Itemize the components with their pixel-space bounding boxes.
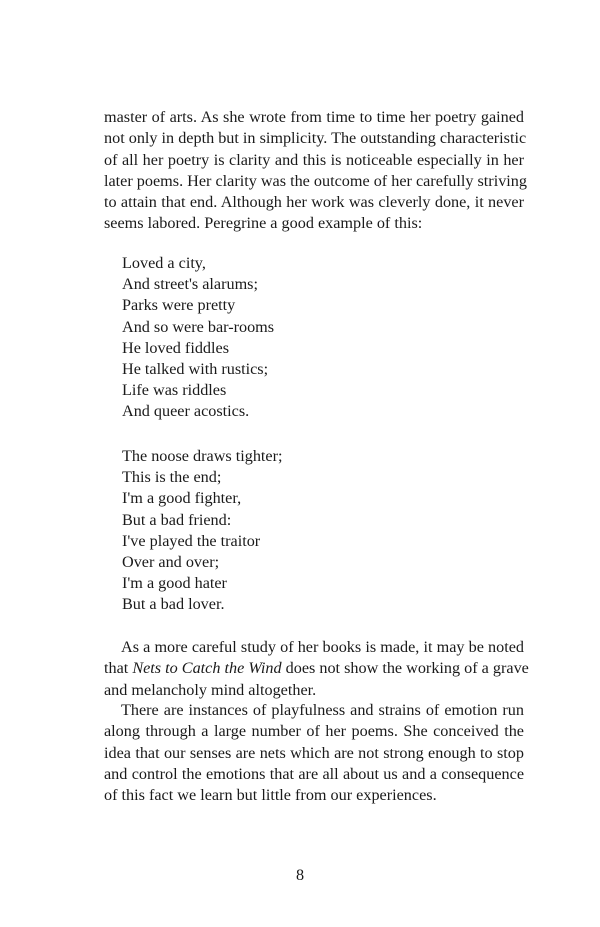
verse-line: The noose draws tighter; xyxy=(122,447,283,465)
paragraph-line: of all her poetry is clarity and this is noticeable especially in her xyxy=(104,150,524,169)
paragraph-clarity xyxy=(104,107,527,235)
paragraph-line: and melancholy mind altogether. xyxy=(104,680,317,699)
verse-line: Loved a city, xyxy=(122,254,206,272)
poem-stanza-2 xyxy=(122,446,282,616)
verse-line: He talked with rustics; xyxy=(122,360,269,379)
poem-stanza-1 xyxy=(122,253,274,423)
verse-line: Parks were pretty xyxy=(122,296,236,315)
verse-line: And queer acostics. xyxy=(122,402,250,421)
text-run: that xyxy=(104,659,133,678)
verse-line: And street's alarums; xyxy=(122,275,258,294)
page-number: 8 xyxy=(295,866,305,884)
paragraph-line: not only in depth but in simplicity. The outstanding characteristic xyxy=(104,129,527,148)
paragraph-line: to attain that end. Although her work was cleverly done, it never xyxy=(104,193,524,212)
paragraph-line xyxy=(104,658,529,679)
paragraph-line: There are instances of playfulness and strains of emotion run xyxy=(121,701,524,719)
paragraph-careful-study xyxy=(104,637,529,701)
text-run: does not show the working of a grave xyxy=(281,659,529,678)
verse-line: I'm a good hater xyxy=(122,574,227,593)
paragraph-line: along through a large number of her poems. She conceived the xyxy=(104,722,524,741)
verse-line: I've played the traitor xyxy=(122,531,261,550)
paragraph-line: master of arts. As she wrote from time to time her poetry gained xyxy=(104,108,524,126)
paragraph-playfulness xyxy=(104,700,524,806)
verse-line: But a bad friend: xyxy=(122,510,232,529)
verse-line: And so were bar-rooms xyxy=(122,317,275,336)
paragraph-line: of this fact we learn but little from our experiences. xyxy=(104,786,437,805)
verse-line: Life was riddles xyxy=(122,381,227,400)
paragraph-line: idea that our senses are nets which are not strong enough to stop xyxy=(104,743,524,762)
verse-line: I'm a good fighter, xyxy=(122,489,242,508)
paragraph-line: seems labored. Peregrine a good example of this: xyxy=(104,214,423,233)
verse-line: But a bad lover. xyxy=(122,595,225,614)
paragraph-line: and control the emotions that are all about us and a consequence xyxy=(104,764,524,783)
verse-line: He loved fiddles xyxy=(122,338,229,357)
paragraph-line: later poems. Her clarity was the outcome of her carefully striving xyxy=(104,171,527,190)
paragraph-line: As a more careful study of her books is made, it may be noted xyxy=(121,638,524,656)
verse-line: This is the end; xyxy=(122,468,222,487)
book-title: Nets to Catch the Wind xyxy=(132,659,282,678)
verse-line: Over and over; xyxy=(122,553,220,572)
